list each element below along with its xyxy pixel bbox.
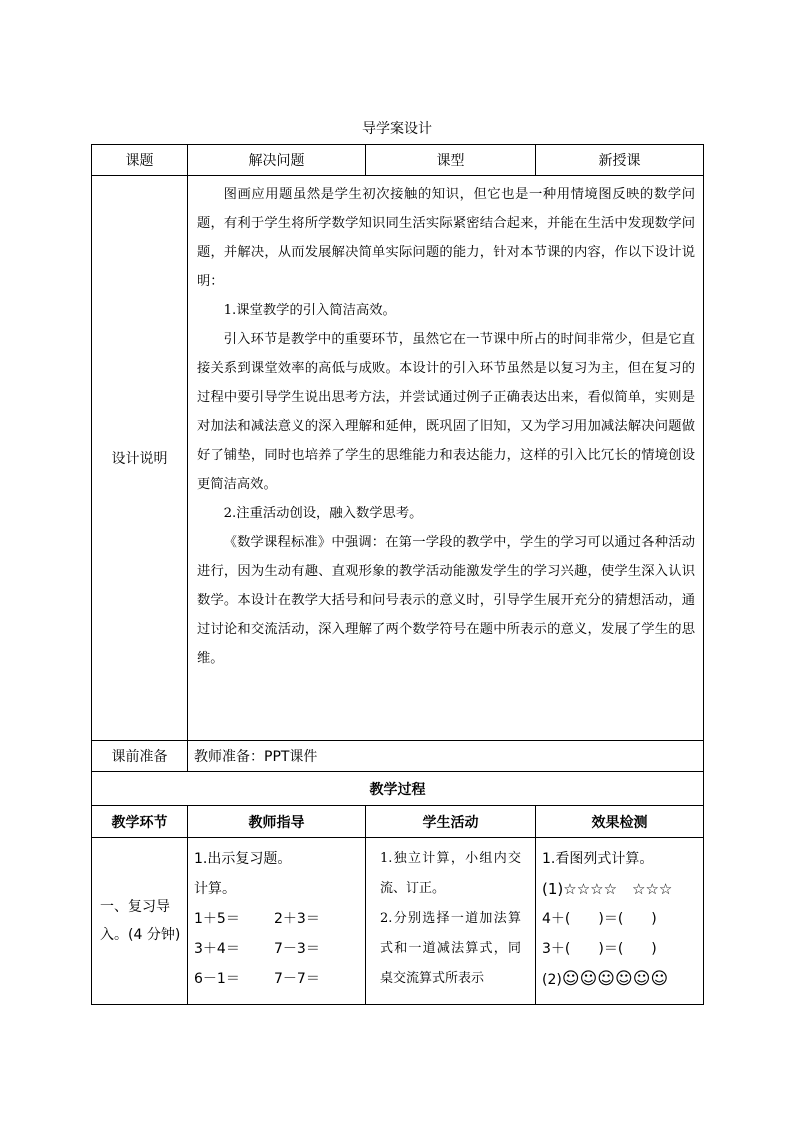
check-smiles-row bbox=[542, 964, 697, 995]
check-stars: (1)☆☆☆☆ ☆☆☆ bbox=[542, 880, 673, 898]
equation-row bbox=[194, 964, 359, 994]
equation: 7－3＝ bbox=[274, 941, 320, 957]
prep-label: 课前准备 bbox=[92, 741, 188, 772]
design-label: 设计说明 bbox=[92, 176, 188, 741]
design-paragraph-1: 图画应用题虽然是学生初次接触的知识，但它也是一种用情境图反映的数学问题，有利于学生将所学数学知识同生活实际紧密结合起来，并能在生活中发现数学问题，并解决，从而发展解决简单实际问题的能力，针对本节课的内容，作以下设计说明： bbox=[197, 187, 695, 289]
effect-check bbox=[536, 838, 704, 1005]
col-stage-header: 教学环节 bbox=[92, 806, 188, 838]
lesson-type-label: 课型 bbox=[366, 145, 536, 176]
check-equation-1: 4＋( )＝( ) bbox=[542, 911, 657, 927]
design-description bbox=[188, 176, 704, 741]
header-row bbox=[92, 145, 704, 176]
teacher-guidance bbox=[188, 838, 366, 1005]
equation-row bbox=[194, 904, 359, 934]
col-teacher-header: 教师指导 bbox=[188, 806, 366, 838]
equation: 3＋4＝ bbox=[194, 941, 240, 957]
design-row bbox=[92, 176, 704, 741]
design-paragraph-5: 《数学课程标准》中强调：在第一学段的教学中，学生的学习可以通过各种活动进行，因为生动有趣、直观形象的教学活动能激发学生的学习兴趣，使学生深入认识数学。本设计在教学大括号和问号表示的意义时，引导学生展开充分的猜想活动，通过讨论和交流活动，深入理解了两个数学符号在题中所表示的意义，发展了学生的思维。 bbox=[197, 535, 695, 666]
student-activity bbox=[366, 838, 536, 1005]
equation: 6－1＝ bbox=[194, 971, 240, 987]
topic-label: 课题 bbox=[92, 145, 188, 176]
design-paragraph-4: 2.注重活动创设，融入数学思考。 bbox=[223, 506, 423, 521]
equation: 2＋3＝ bbox=[274, 911, 320, 927]
process-header-row bbox=[92, 806, 704, 838]
check-equation-2: 3＋( )＝( ) bbox=[542, 941, 657, 957]
student-activity-2: 2.分别选择一道加法算式和一道减法算式，同桌交流算式所表示 bbox=[380, 911, 521, 986]
equation: 7－7＝ bbox=[274, 971, 320, 987]
review-row bbox=[92, 838, 704, 1005]
topic-value: 解决问题 bbox=[188, 145, 366, 176]
col-check-header: 效果检测 bbox=[536, 806, 704, 838]
design-paragraph-3: 引入环节是教学中的重要环节，虽然它在一节课中所占的时间非常少，但是它直接关系到课堂效率的高低与成败。本设计的引入环节虽然是以复习为主，但在复习的过程中要引导学生说出思考方法，并尝试通过例子正确表达出来，看似简单，实则是对加法和减法意义的深入理解和延伸，既巩固了旧知，又为学习用加减法解决问题做好了铺垫，同时也培养了学生的思维能力和表达能力，这样的引入比冗长的情境创设更简洁高效。 bbox=[197, 332, 695, 492]
smiley-face-icon: ☺☺☺☺☺☺ bbox=[561, 969, 669, 989]
check-smiles-label: (2) bbox=[542, 972, 562, 988]
stage-review: 一、复习导入。(4 分钟) bbox=[92, 838, 188, 1005]
student-activity-1: 1.独立计算，小组内交流、订正。 bbox=[380, 851, 521, 896]
check-heading: 1.看图列式计算。 bbox=[542, 851, 654, 867]
document-title: 导学案设计 bbox=[362, 121, 432, 137]
equation: 1＋5＝ bbox=[194, 911, 240, 927]
col-student-header: 学生活动 bbox=[366, 806, 536, 838]
process-title: 教学过程 bbox=[92, 772, 704, 806]
process-title-row bbox=[92, 772, 704, 806]
prep-row bbox=[92, 741, 704, 772]
lesson-type-value: 新授课 bbox=[536, 145, 704, 176]
equation-row bbox=[194, 934, 359, 964]
teacher-guidance-heading: 1.出示复习题。 bbox=[194, 851, 292, 867]
teacher-guidance-sub: 计算。 bbox=[194, 881, 236, 897]
prep-value: 教师准备：PPT课件 bbox=[188, 741, 704, 772]
lesson-plan-table bbox=[91, 144, 704, 1005]
design-paragraph-2: 1.课堂教学的引入简洁高效。 bbox=[223, 303, 396, 318]
